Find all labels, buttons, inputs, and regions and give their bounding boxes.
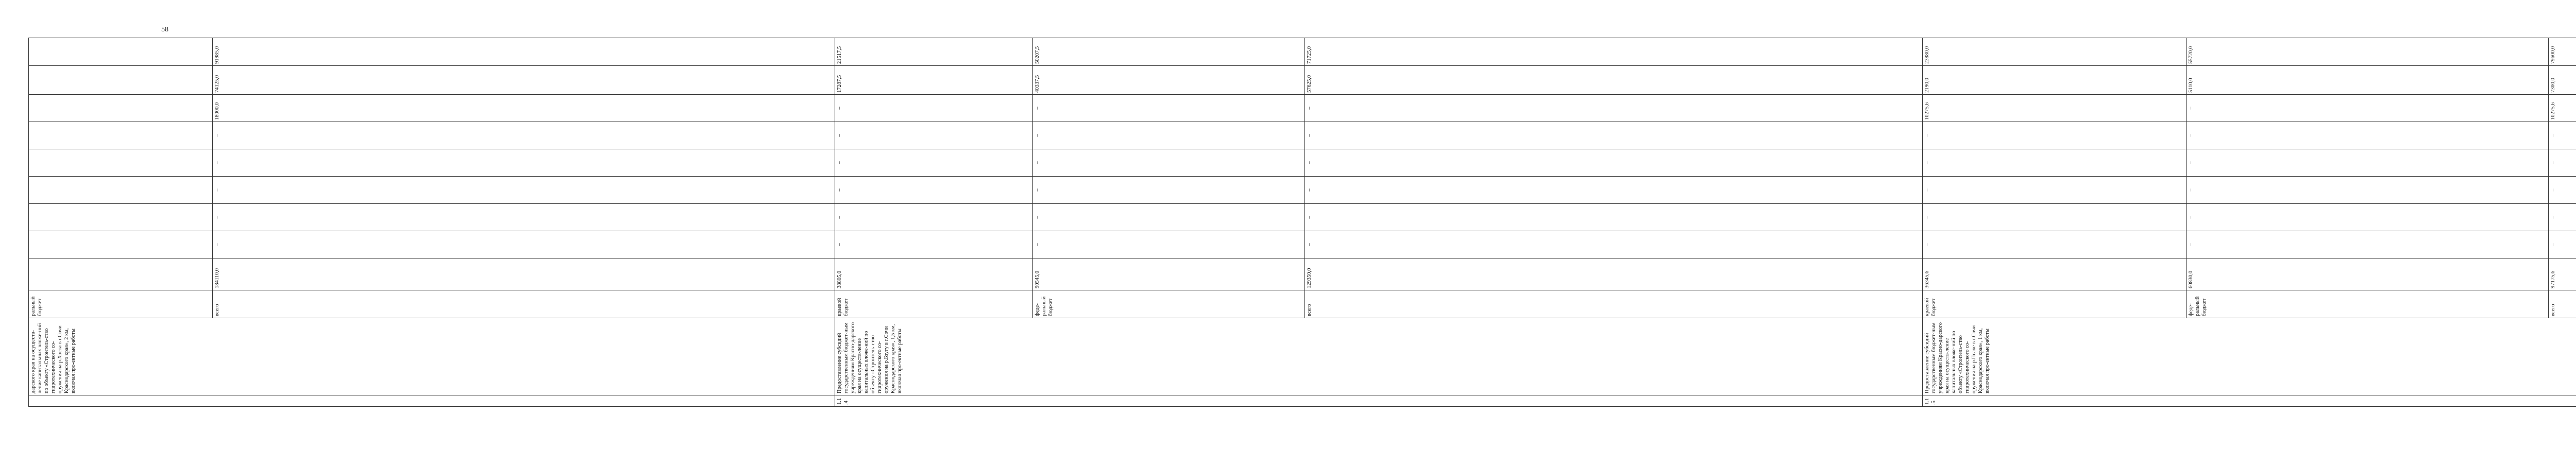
total-cell: 36345,6: [1923, 258, 2187, 290]
value-cell: –: [835, 204, 1033, 231]
value-cell: –: [1304, 231, 1922, 258]
value-cell: –: [212, 204, 835, 231]
row-description: Предоставление субсидий государственным бюджет-ным учреждениям Красно-дарского края на осуществ-ление капитальных вложе-ний по объекту «Строитель-ство гидротехнического со-оружения на р.Псахе в г.Сочи Краснодарского края», 1 км, включая про-ектные работы: [1923, 318, 2576, 395]
value-cell: 57625,0: [1304, 66, 1922, 95]
total-cell: 60830,0: [2186, 258, 2549, 290]
value-cell: –: [212, 177, 835, 204]
total-cell: 97175,6: [2549, 258, 2576, 290]
value-cell: –: [1923, 204, 2187, 231]
value-cell: –: [2549, 231, 2576, 258]
value-cell: 40337,5: [1032, 66, 1304, 95]
value-cell: –: [2186, 231, 2549, 258]
source-cell: ральный бюджет: [29, 290, 213, 318]
table-row: [29, 38, 213, 407]
value-cell: –: [835, 95, 1033, 122]
value-cell: 18000,0: [212, 95, 835, 122]
value-cell: –: [835, 231, 1033, 258]
value-cell: –: [1032, 122, 1304, 149]
value-cell: –: [835, 122, 1033, 149]
value-cell: –: [2549, 149, 2576, 177]
source-cell: феде-ральный бюджет: [1032, 290, 1304, 318]
table-row: [835, 38, 1033, 407]
value-cell: –: [2549, 122, 2576, 149]
value-cell: –: [1032, 177, 1304, 204]
value-cell: 91985,0: [212, 38, 835, 66]
program-table: [28, 38, 2576, 407]
source-cell: краевой бюджет: [835, 290, 1033, 318]
total-cell: [29, 258, 213, 290]
value-cell: –: [2186, 177, 2549, 204]
value-cell: –: [1304, 204, 1922, 231]
row-description: Предоставление субсидий государственным бюджет-ным учреждениям Красно-дарского края на осуществ-ление капитальных вложе-ний по объекту «Строитель-ство гидротехнического со-оружения на р.Бзугу в г.Сочи Краснодарского края», 1,5 км, включая про-ектные работы: [835, 318, 1923, 395]
value-cell: –: [2186, 122, 2549, 149]
value-cell: [29, 38, 213, 66]
value-cell: [29, 122, 213, 149]
value-cell: [29, 66, 213, 95]
value-cell: 5110,0: [2186, 66, 2549, 95]
value-cell: –: [835, 149, 1033, 177]
value-cell: –: [2186, 204, 2549, 231]
value-cell: 55720,0: [2186, 38, 2549, 66]
source-cell: краевой бюджет: [1923, 290, 2187, 318]
value-cell: 79600,0: [2549, 38, 2576, 66]
value-cell: 7300,0: [2549, 66, 2576, 95]
value-cell: –: [1304, 177, 1922, 204]
source-cell: всего: [212, 290, 835, 318]
value-cell: –: [1032, 204, 1304, 231]
row-code: 1.1.5: [1923, 395, 2576, 407]
source-cell: всего: [1304, 290, 1922, 318]
value-cell: –: [1923, 231, 2187, 258]
row-code: 1.1.4: [835, 395, 1923, 407]
rotated-table-container: [28, 38, 2556, 407]
value-cell: –: [2549, 204, 2576, 231]
value-cell: 50207,5: [1032, 38, 1304, 66]
row-description: дарского края на осуществ-ление капитальных вложе-ний по объекту «Строитель-ство гидротехнического со-оружения на р.Хоста в г.Сочи Краснодарского края», 2 км, включая про-ектные работы: [29, 318, 835, 395]
table-row: [1923, 38, 2187, 407]
value-cell: –: [1923, 149, 2187, 177]
row-code-cell: [29, 395, 835, 407]
value-cell: –: [1304, 95, 1922, 122]
value-cell: –: [1032, 95, 1304, 122]
value-cell: 17287,5: [835, 66, 1033, 95]
value-cell: –: [1304, 122, 1922, 149]
total-cell: 90545,0: [1032, 258, 1304, 290]
total-cell: 38805,0: [835, 258, 1033, 290]
value-cell: –: [2186, 95, 2549, 122]
value-cell: 74125,0: [212, 66, 835, 95]
value-cell: [29, 95, 213, 122]
value-cell: –: [1923, 177, 2187, 204]
source-cell: всего: [2549, 290, 2576, 318]
value-cell: [29, 149, 213, 177]
value-cell: –: [212, 149, 835, 177]
value-cell: –: [2186, 149, 2549, 177]
value-cell: 71725,0: [1304, 38, 1922, 66]
value-cell: –: [2549, 177, 2576, 204]
total-cell: 184110,0: [212, 258, 835, 290]
value-cell: 10275,6: [1923, 95, 2187, 122]
value-cell: –: [1032, 231, 1304, 258]
value-cell: 23880,0: [1923, 38, 2187, 66]
value-cell: –: [212, 122, 835, 149]
value-cell: 21517,5: [835, 38, 1033, 66]
value-cell: –: [1923, 122, 2187, 149]
page-number: 58: [161, 26, 168, 33]
value-cell: –: [212, 231, 835, 258]
value-cell: –: [1304, 149, 1922, 177]
value-cell: –: [1032, 149, 1304, 177]
source-cell: феде-ральный бюджет: [2186, 290, 2549, 318]
value-cell: [29, 231, 213, 258]
value-cell: 10275,6: [2549, 95, 2576, 122]
value-cell: [29, 177, 213, 204]
total-cell: 129350,0: [1304, 258, 1922, 290]
value-cell: –: [835, 177, 1033, 204]
value-cell: 2190,0: [1923, 66, 2187, 95]
value-cell: [29, 204, 213, 231]
